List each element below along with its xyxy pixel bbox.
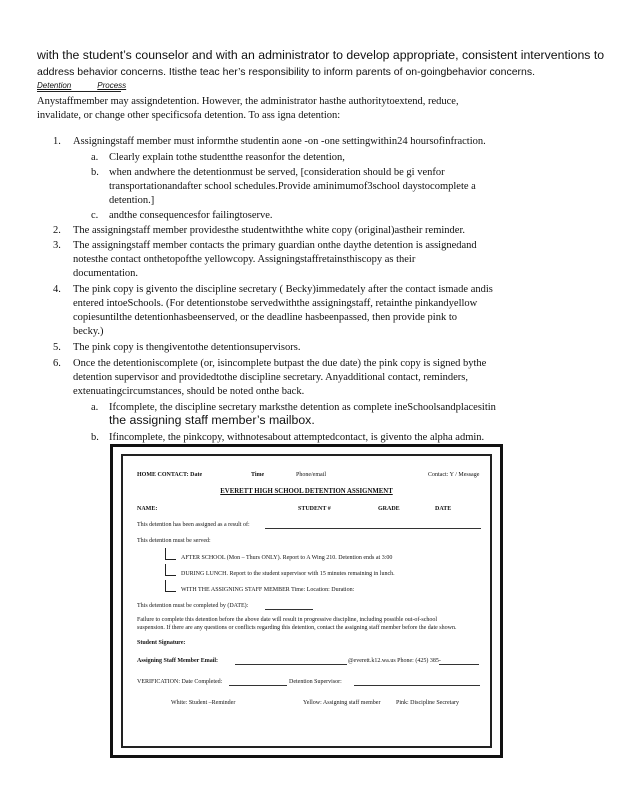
form-checkbox-after-school [165,548,176,560]
para-line-2: invalidate, or change other specificsofa detention. To ass igna detention: [37,110,341,121]
section-heading-part1: Detention [37,81,72,90]
form-name: NAME: [137,506,158,512]
step-1a-line: Clearly explain tothe studentthe reasonfor the detention, [109,152,345,163]
form-everett-phone: @everett.k12.wa.us Phone: (425) 385- [348,658,441,664]
form-copy-white: White: Student –Reminder [171,700,236,706]
intro-line-2 [37,66,549,79]
step-4-line-2: entered intoeSchools. (For detentionstobe servedwiththe assigningstaff, retainthe pinkandyellow [73,298,478,309]
form-inner-border [121,454,492,748]
step-5-line: The pink copy is thengiventothe detentionsupervisors. [73,342,301,353]
form-copy-yellow: Yellow: Assigning staff member [303,700,381,706]
step-3-line-1: The assigningstaff member contacts the primary guardian onthe daythe detention is assignedand [73,240,477,251]
step-4-number: 4. [53,284,61,295]
form-option-after-school: AFTER SCHOOL (Mon – Thurs ONLY). Report to A Wing 210. Detention ends at 3:00 [181,555,393,561]
form-date: DATE [435,506,452,512]
step-6-line-2: detention supervisor and providedtothe discipline secretary. Anyadditional contact, reminders, [73,372,468,383]
form-home-contact: HOME CONTACT: Date [137,472,203,478]
form-reason-line [265,528,481,529]
form-option-lunch: DURING LUNCH. Report to the student supervisor with 15 minutes remaining in lunch. [181,571,395,577]
form-phone-email: Phone/email [296,472,326,478]
form-contact-yes-message: Contact: Y / Message [428,472,480,478]
form-option-staff: WITH THE ASSIGNING STAFF MEMBER Time: Location: Duration: [181,587,355,593]
step-4-line-3: copiesuntilthe detentionhasbeenserved, or the deadline hasbeenpassed, then provide pink to [73,312,458,323]
detention-assignment-form [110,444,503,758]
para-line-1: Anystaffmember may assigndetention. However, the administrator hasthe authoritytoextend, reduce, [37,96,459,107]
step-1c-letter: c. [91,210,99,221]
form-complete-by-line [265,609,313,610]
form-student-no: STUDENT # [298,506,331,512]
step-3-line-2: notesthe contact onthetopofthe yellowcopy. Assigningstaffretainsthiscopy as their [73,254,416,265]
form-verification-line [229,685,287,686]
intro-line-2-text: address behavior concerns. Itisthe teac her’s responsibility to inform parents of on-goingbehavior concerns. [37,66,536,78]
step-1c-line: andthe consequencesfor failingtoserve. [109,210,273,221]
form-verification: VERIFICATION: Date Completed: [137,679,223,685]
form-detention-supervisor: Detention Supervisor: [289,679,342,685]
intro-line-1: with the student’s counselor and with an administrator to develop appropriate, consistent interventions to [37,48,605,62]
form-must-be-served: This detention must be served: [137,538,211,544]
form-grade: GRADE [378,506,400,512]
step-3-number: 3. [53,240,61,251]
form-title: EVERETT HIGH SCHOOL DETENTION ASSIGNMENT [220,488,393,495]
form-failure-2: suspension. If there are any questions or conflicts regarding this detention, contact the assigning staff member before the date shown. [137,625,457,631]
form-complete-by: This detention must be completed by (DATE): [137,603,249,609]
step-6a-letter: a. [91,402,99,413]
section-heading-rule [37,91,121,92]
step-6-line-1: Once the detentioniscomplete (or, isincomplete butpast the due date) the pink copy is signed bythe [73,358,487,369]
step-1b-line-3: detention.] [109,195,155,206]
form-time: Time [251,472,265,478]
step-2-number: 2. [53,225,61,236]
step-6a-line-1: Ifcomplete, the discipline secretary marksthe detention as complete ineSchoolsandplacesitin [109,402,496,413]
step-5-number: 5. [53,342,61,353]
form-staff-email: Assigning Staff Member Email: [137,658,219,664]
step-2-line: The assigningstaff member providesthe studentwiththe white copy (original)astheir reminder. [73,225,465,236]
form-phone-line [439,664,479,665]
form-student-signature: Student Signature: [137,640,186,646]
step-4-line-1: The pink copy is givento the discipline secretary ( Becky)immedately after the contact ismade andis [73,284,493,295]
step-1-line: Assigningstaff member must informthe studentin aone -on -one settingwithin24 hoursofinfraction. [73,136,486,147]
step-6a-line-2: the assigning staff member’s mailbox. [109,413,315,427]
section-heading-part2: Process [97,81,127,90]
form-staff-email-line [235,664,347,665]
step-6-line-3: extenuatingcircumstances, should be noted onthe back. [73,386,305,397]
form-failure-1: Failure to complete this detention before the above date will result in progressive discipline, including possible out-of-school [137,617,438,623]
form-copy-pink: Pink: Discipline Secretary [396,700,459,706]
step-6b-letter: b. [91,432,99,443]
step-6b-line: Ifincomplete, the pinkcopy, withnotesabout attemptedcontact, is givento the alpha admin. [109,432,485,443]
step-1-number: 1. [53,136,61,147]
step-1a-letter: a. [91,152,99,163]
step-4-line-4: becky.) [73,326,104,337]
section-heading [37,81,126,90]
step-1b-line-1: when andwhere the detentionmust be served, [consideration should be gi venfor [109,167,445,178]
step-1b-line-2: transportationandafter school schedules.Provide aminimumof3school daystocomplete a [109,181,476,192]
step-3-line-3: documentation. [73,268,139,279]
step-1b-letter: b. [91,167,99,178]
form-checkbox-lunch [165,564,176,576]
form-supervisor-line [354,685,480,686]
step-6-number: 6. [53,358,61,369]
form-checkbox-staff [165,580,176,592]
form-assigned-reason: This detention has been assigned as a result of: [137,522,250,528]
